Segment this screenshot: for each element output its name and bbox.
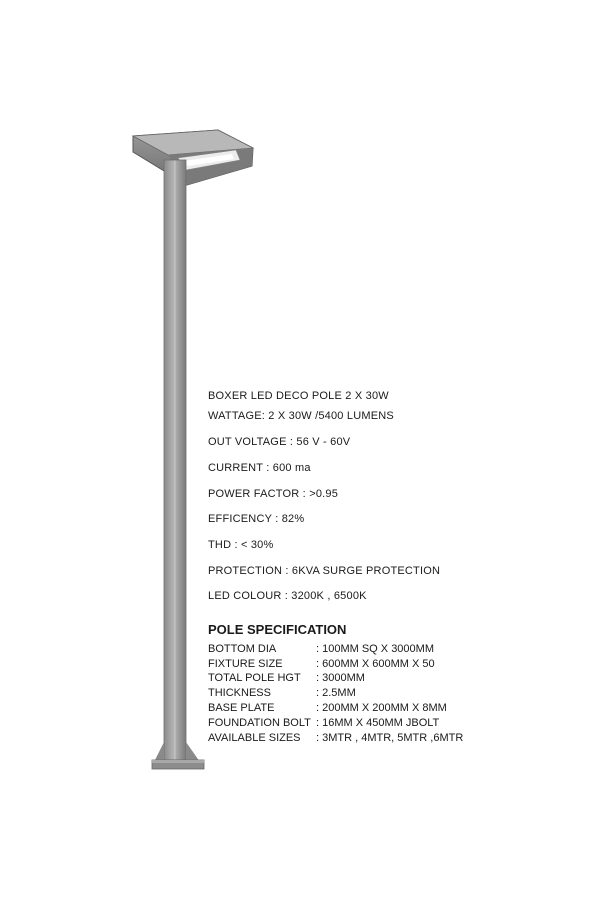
pole-spec-key: THICKNESS — [208, 687, 271, 699]
spec-led-colour: LED COLOUR : 3200K , 6500K — [208, 590, 367, 602]
pole-spec-key: FIXTURE SIZE — [208, 658, 283, 670]
pole-spec-row — [208, 658, 435, 670]
pole-spec-key: AVAILABLE SIZES — [208, 732, 301, 744]
pole-spec-row — [208, 687, 356, 699]
pole-spec-key: FOUNDATION BOLT — [208, 717, 311, 729]
pole-spec-row — [208, 672, 365, 684]
pole-spec-row — [208, 702, 447, 714]
pole-spec-value: : 600MM X 600MM X 50 — [316, 658, 435, 670]
pole-spec-value: : 2.5MM — [316, 687, 356, 699]
spec-power-factor: POWER FACTOR : >0.95 — [208, 488, 339, 500]
spec-current: CURRENT : 600 ma — [208, 462, 311, 474]
fixture-head — [133, 130, 253, 185]
pole-shaft — [164, 160, 186, 760]
spec-protection: PROTECTION : 6KVA SURGE PROTECTION — [208, 565, 441, 577]
pole-spec-value: : 3000MM — [316, 672, 365, 684]
pole-spec-row — [208, 643, 434, 655]
pole-spec-row — [208, 732, 463, 744]
pole-spec-heading: POLE SPECIFICATION — [208, 622, 347, 637]
pole-spec-key: BOTTOM DIA — [208, 643, 277, 655]
pole-spec-row — [208, 717, 439, 729]
spec-efficiency: EFFICENCY : 82% — [208, 513, 305, 525]
pole-spec-value: : 100MM SQ X 3000MM — [316, 643, 434, 655]
spec-out-voltage: OUT VOLTAGE : 56 V - 60V — [208, 436, 351, 448]
pole-spec-key: BASE PLATE — [208, 702, 275, 714]
pole-spec-key: TOTAL POLE HGT — [208, 672, 301, 684]
spec-wattage: WATTAGE: 2 X 30W /5400 LUMENS — [208, 410, 394, 422]
pole-spec-value: : 200MM X 200MM X 8MM — [316, 702, 447, 714]
pole-spec-value: : 16MM X 450MM JBOLT — [316, 717, 440, 729]
pole-spec-value: : 3MTR , 4MTR, 5MTR ,6MTR — [316, 732, 464, 744]
spec-thd: THD : < 30% — [208, 539, 274, 551]
product-title: BOXER LED DECO POLE 2 X 30W — [208, 390, 389, 402]
